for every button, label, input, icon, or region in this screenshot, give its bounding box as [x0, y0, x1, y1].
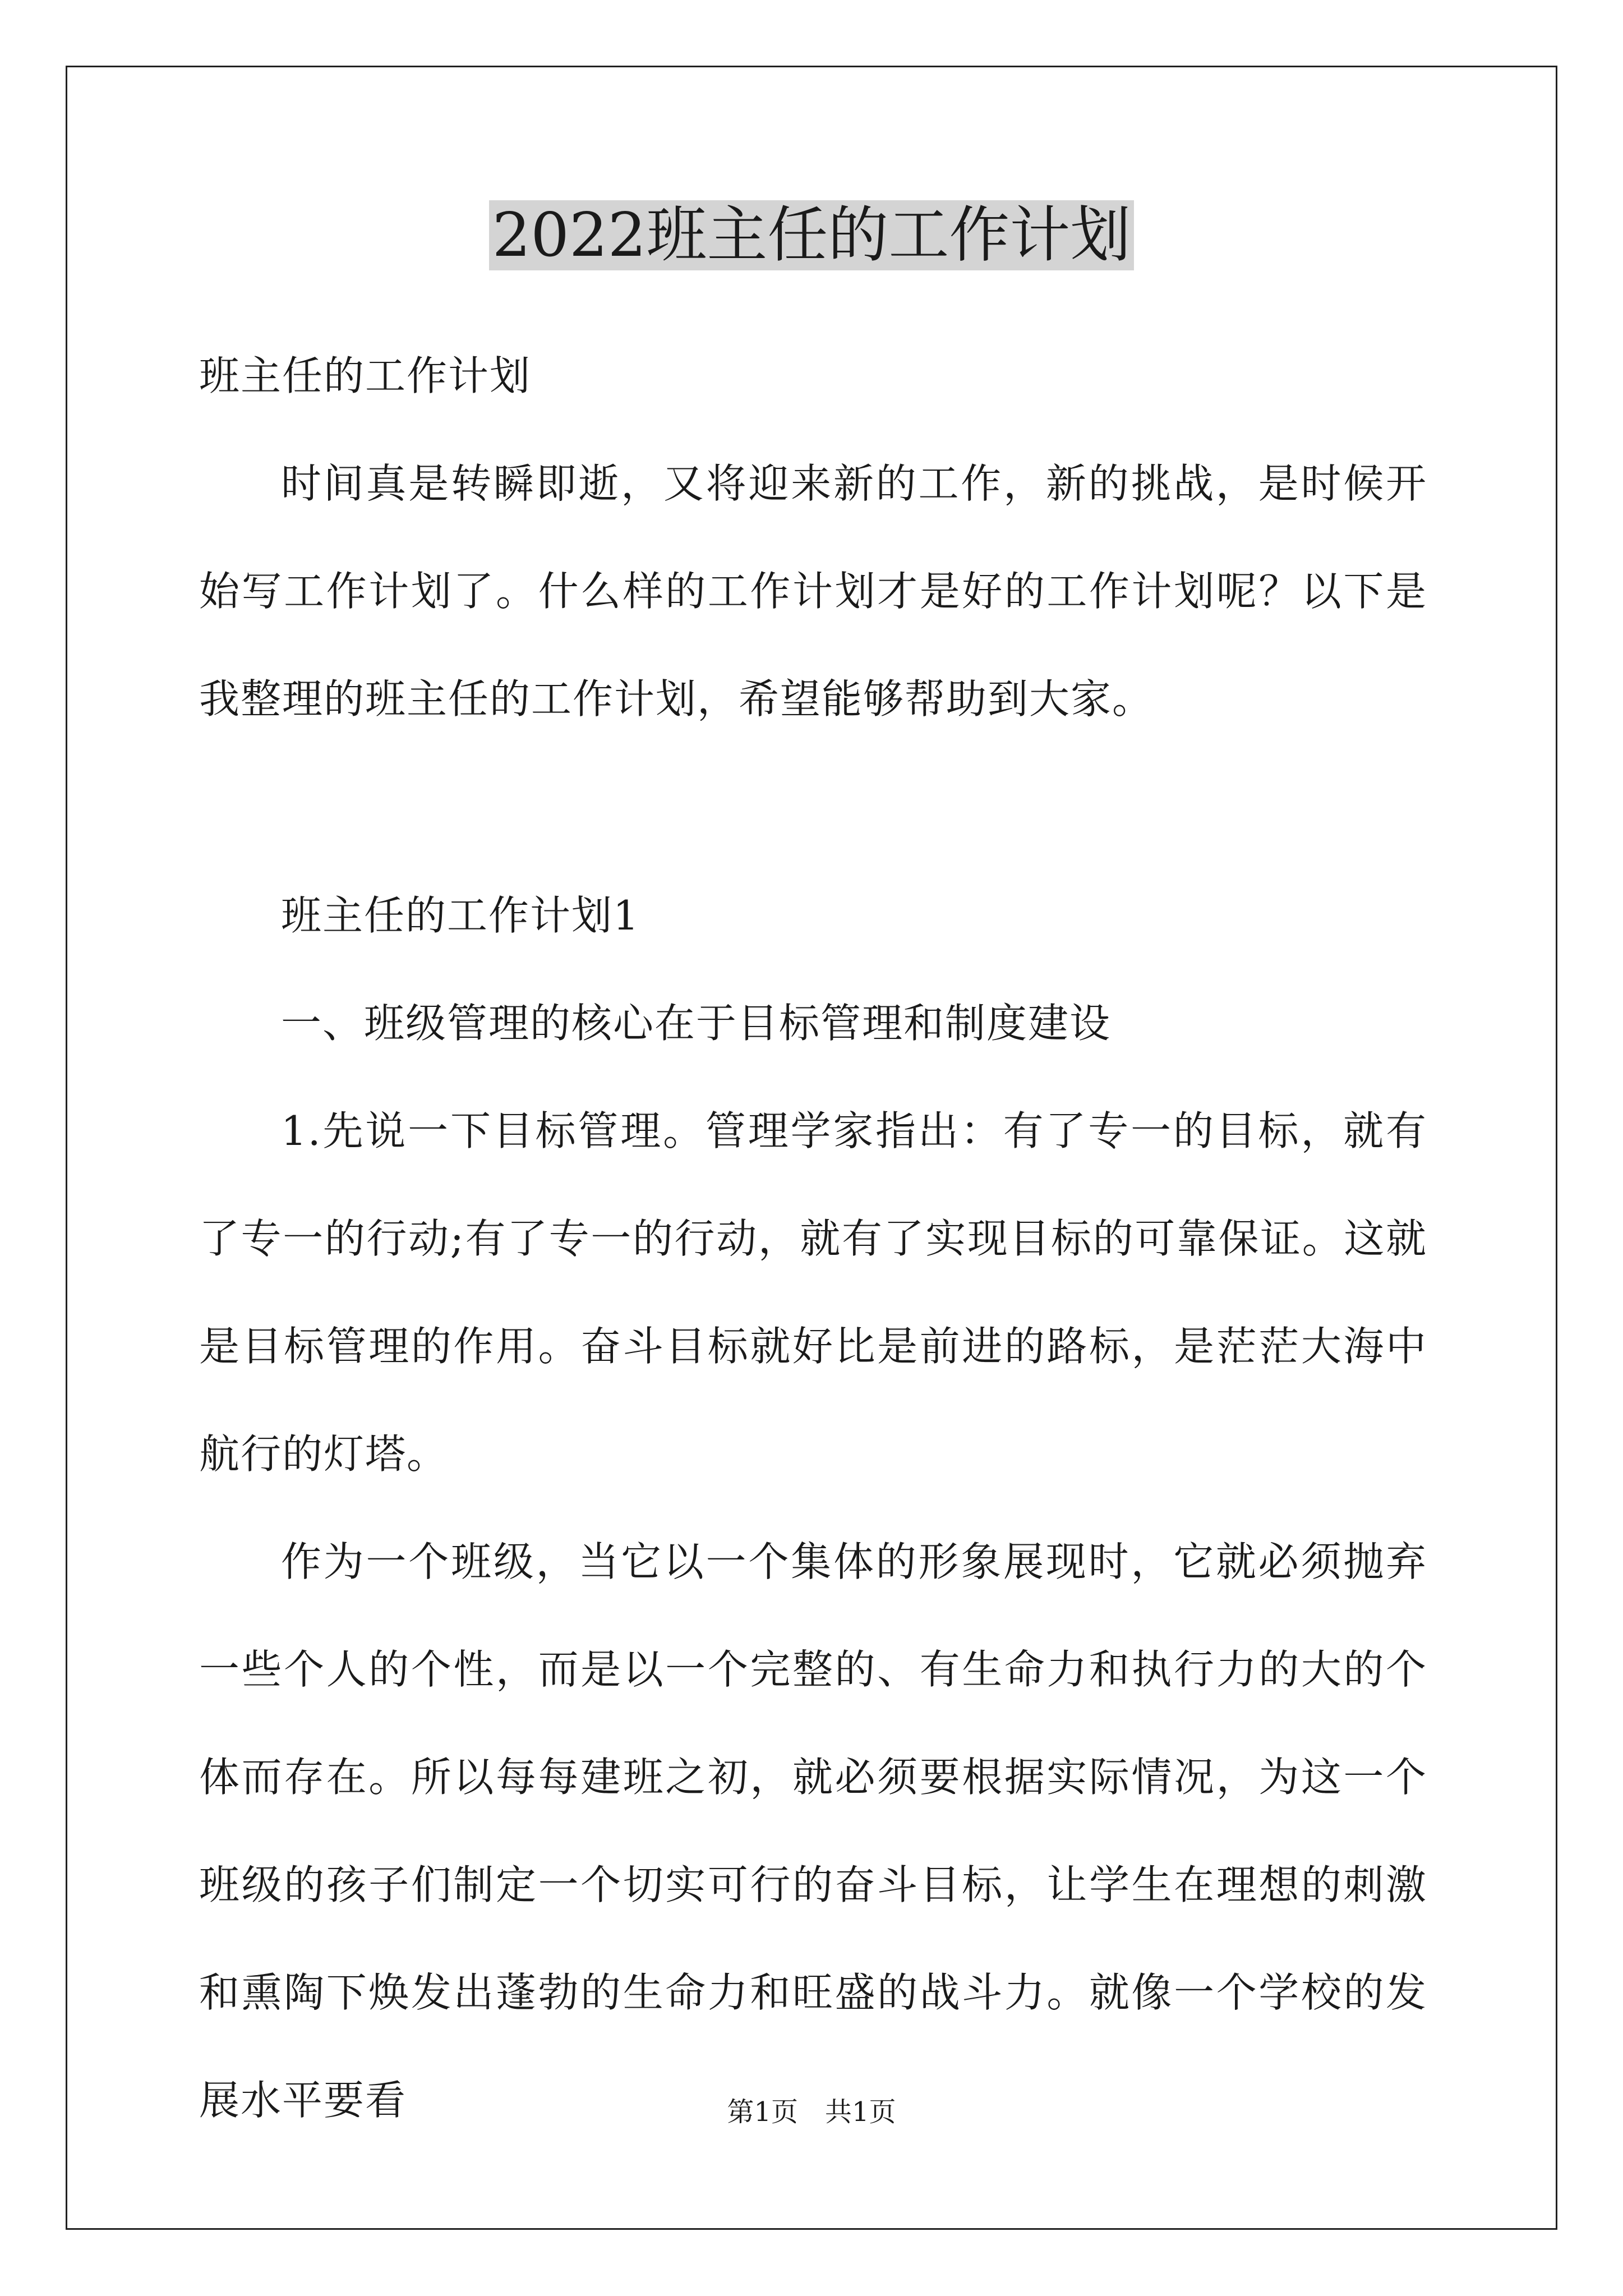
intro-paragraph: 时间真是转瞬即逝，又将迎来新的工作，新的挑战，是时候开始写工作计划了。什么样的工作计划才是好的工作计划呢？以下是我整理的班主任的工作计划，希望能够帮助到大家。 [199, 460, 1427, 723]
page-total: 共1页 [825, 2096, 896, 2128]
page-number: 第1页 [727, 2096, 798, 2128]
paragraph-class-collective: 作为一个班级，当它以一个集体的形象展现时，它就必须抛弃一些个人的个性，而是以一个完整的、有生命力和执行力的大的个体而存在。所以每每建班之初，就必须要根据实际情况，为这一个班级的孩子们制定一个切实可行的奋斗目标，让学生在理想的刺激和熏陶下焕发出蓬勃的生命力和旺盛的战斗力。就像一个学校的发展水平要看 [199, 1538, 1427, 2124]
document-title [0, 196, 1623, 275]
page-footer [0, 2095, 1623, 2129]
section-heading: 班主任的工作计划1 [281, 892, 640, 939]
subheading: 一、班级管理的核心在于目标管理和制度建设 [281, 1000, 1112, 1047]
document-title-text: 2022班主任的工作计划 [489, 200, 1135, 270]
paragraph-target-management: 1.先说一下目标管理。管理学家指出：有了专一的目标，就有了专一的行动;有了专一的行动，就有了实现目标的可靠保证。这就是目标管理的作用。奋斗目标就好比是前进的路标，是茫茫大海中航行的灯塔。 [199, 1107, 1427, 1478]
document-subtitle: 班主任的工作计划 [199, 352, 532, 399]
